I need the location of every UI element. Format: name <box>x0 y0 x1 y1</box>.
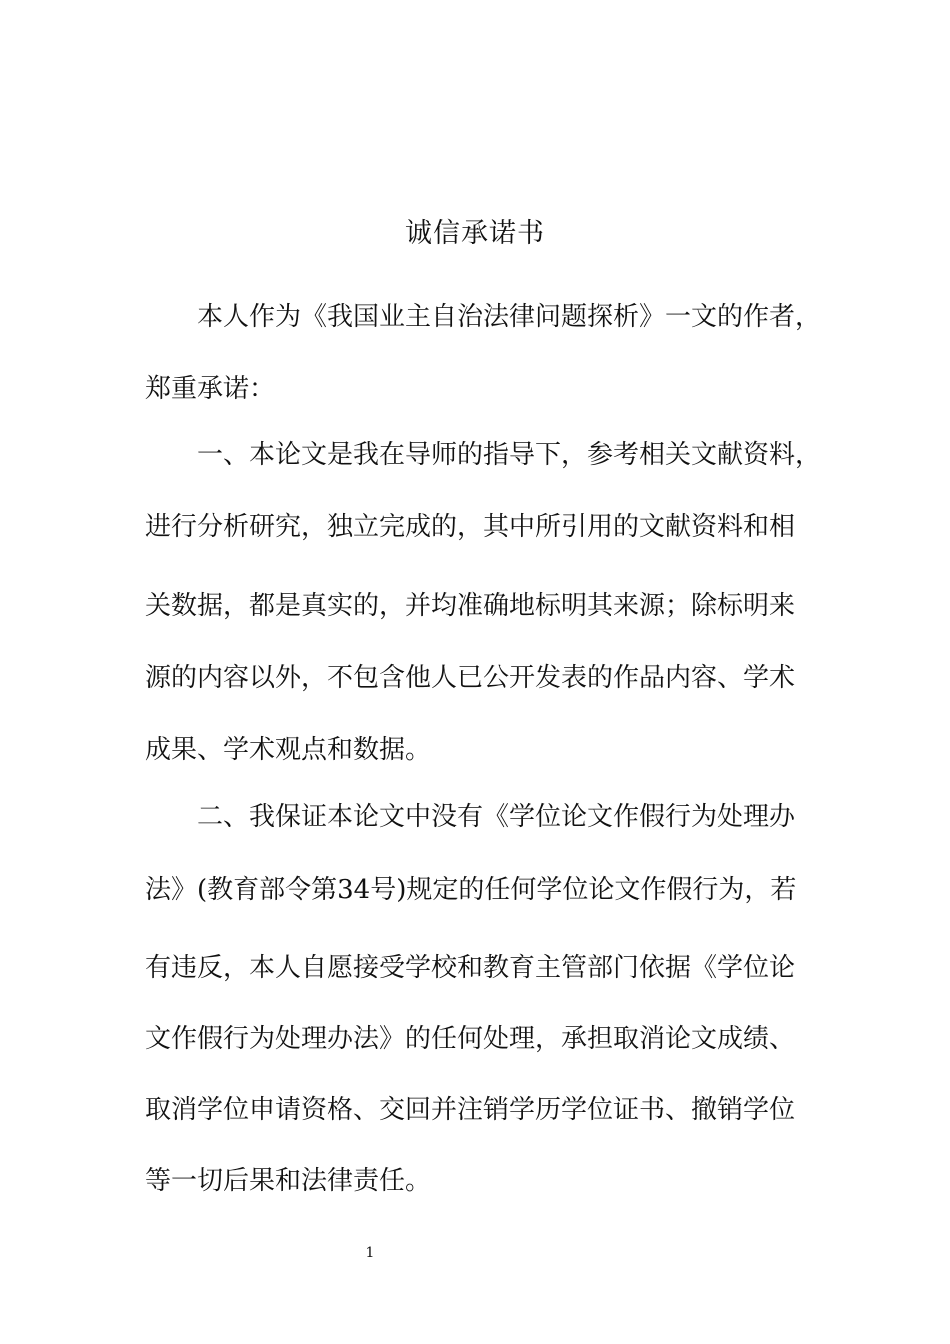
paragraph-line-7: 成果、学术观点和数据。 <box>145 735 432 765</box>
paragraph-line-6: 源的内容以外，不包含他人已公开发表的作品内容、学术 <box>145 663 796 693</box>
paragraph-line-11: 文作假行为处理办法》的任何处理，承担取消论文成绩、 <box>145 1024 796 1054</box>
paragraph-line-4: 进行分析研究，独立完成的，其中所引用的文献资料和相 <box>145 512 796 542</box>
paragraph-line-13: 等一切后果和法律责任。 <box>145 1166 432 1196</box>
page-number: 1 <box>365 1245 375 1261</box>
paragraph-line-5: 关数据，都是真实的，并均准确地标明其来源；除标明来 <box>145 591 796 621</box>
paragraph-line-1: 本人作为《我国业主自治法律问题探析》一文的作者， <box>197 302 822 332</box>
paragraph-line-9: 法》(教育部令第34号)规定的任何学位论文作假行为，若 <box>145 875 797 905</box>
paragraph-line-8: 二、我保证本论文中没有《学位论文作假行为处理办 <box>197 802 796 832</box>
paragraph-line-10: 有违反，本人自愿接受学校和教育主管部门依据《学位论 <box>145 953 796 983</box>
paragraph-line-12: 取消学位申请资格、交回并注销学历学位证书、撤销学位 <box>145 1095 796 1125</box>
paragraph-line-2: 郑重承诺： <box>145 374 276 404</box>
document-title: 诚信承诺书 <box>405 218 545 249</box>
paragraph-line-3: 一、本论文是我在导师的指导下，参考相关文献资料， <box>197 440 822 470</box>
